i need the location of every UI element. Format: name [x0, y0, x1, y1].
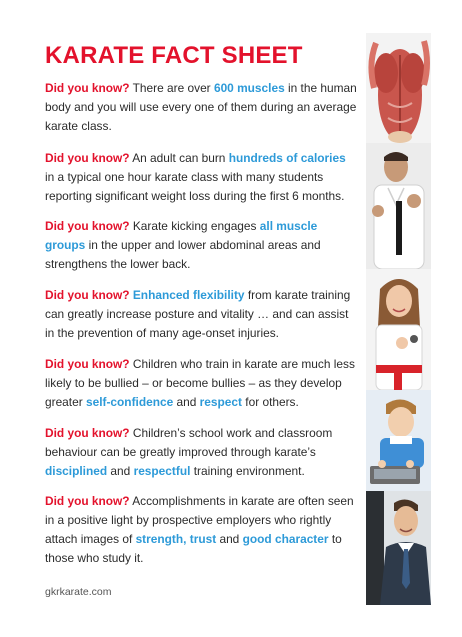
page-title: KARATE FACT SHEET — [45, 42, 303, 69]
fact-text: Children’s school work and classroom behaviour can be greatly improved through karate’s — [45, 426, 333, 459]
fact-text: in the upper and lower abdominal areas and strengthens the lower back. — [45, 238, 321, 271]
fact-paragraph — [45, 355, 357, 412]
fact-paragraph — [45, 492, 357, 568]
did-you-know-lead: Did you know? — [45, 494, 130, 508]
fact-text: and — [173, 395, 200, 409]
highlight-text: good character — [242, 532, 329, 546]
did-you-know-lead: Did you know? — [45, 426, 130, 440]
did-you-know-lead: Did you know? — [45, 219, 130, 233]
fact-text: in a typical one hour karate class with many students reporting significant weight loss during the first 6 months. — [45, 170, 345, 203]
fact-text: training environment. — [190, 464, 305, 478]
fact-text: and — [107, 464, 134, 478]
fact-text: from karate training can greatly increase posture and vitality … and can assist in the prevention of many age‑onset injuries. — [45, 288, 351, 340]
fact-text: Karate kicking engages — [129, 219, 260, 233]
fact-text: in the human body and you will use every one of them during an average karate class. — [45, 81, 357, 133]
did-you-know-lead: Did you know? — [45, 288, 130, 302]
fact-paragraph — [45, 424, 357, 481]
fact-paragraph — [45, 149, 357, 206]
highlight-text: Enhanced flexibility — [132, 288, 245, 302]
highlight-text: hundreds of calories — [228, 151, 346, 165]
boy-at-laptop-photo — [366, 390, 431, 491]
karate-girl-photo — [366, 269, 431, 390]
highlight-text: strength, trust — [135, 532, 217, 546]
did-you-know-lead: Did you know? — [45, 357, 130, 371]
fact-paragraph — [45, 286, 357, 343]
fact-text: There are over — [129, 81, 214, 95]
fact-text: to those who study it. — [45, 532, 342, 565]
footer-url: gkrkarate.com — [45, 586, 112, 598]
karate-man-photo — [366, 143, 431, 269]
fact-paragraph — [45, 217, 357, 274]
fact-paragraph — [45, 79, 357, 136]
highlight-text: 600 muscles — [213, 81, 285, 95]
muscle-anatomy-photo — [366, 33, 431, 143]
did-you-know-lead: Did you know? — [45, 151, 130, 165]
fact-text: and — [216, 532, 243, 546]
fact-text: for others. — [241, 395, 299, 409]
highlight-text: all muscle groups — [45, 219, 318, 252]
did-you-know-lead: Did you know? — [45, 81, 130, 95]
fact-text: Children who train in karate are much less likely to be bullied – or become bullies – as they develop greater — [45, 357, 355, 409]
highlight-text: respect — [199, 395, 242, 409]
businessman-photo — [366, 491, 431, 605]
fact-text: Accomplishments in karate are often seen in a positive light by prospective employers who rightly attach images of — [45, 494, 354, 546]
fact-text: An adult can burn — [129, 151, 229, 165]
highlight-text: disciplined — [45, 464, 108, 478]
highlight-text: self‑confidence — [85, 395, 174, 409]
photo-strip — [366, 33, 431, 605]
highlight-text: respectful — [133, 464, 191, 478]
